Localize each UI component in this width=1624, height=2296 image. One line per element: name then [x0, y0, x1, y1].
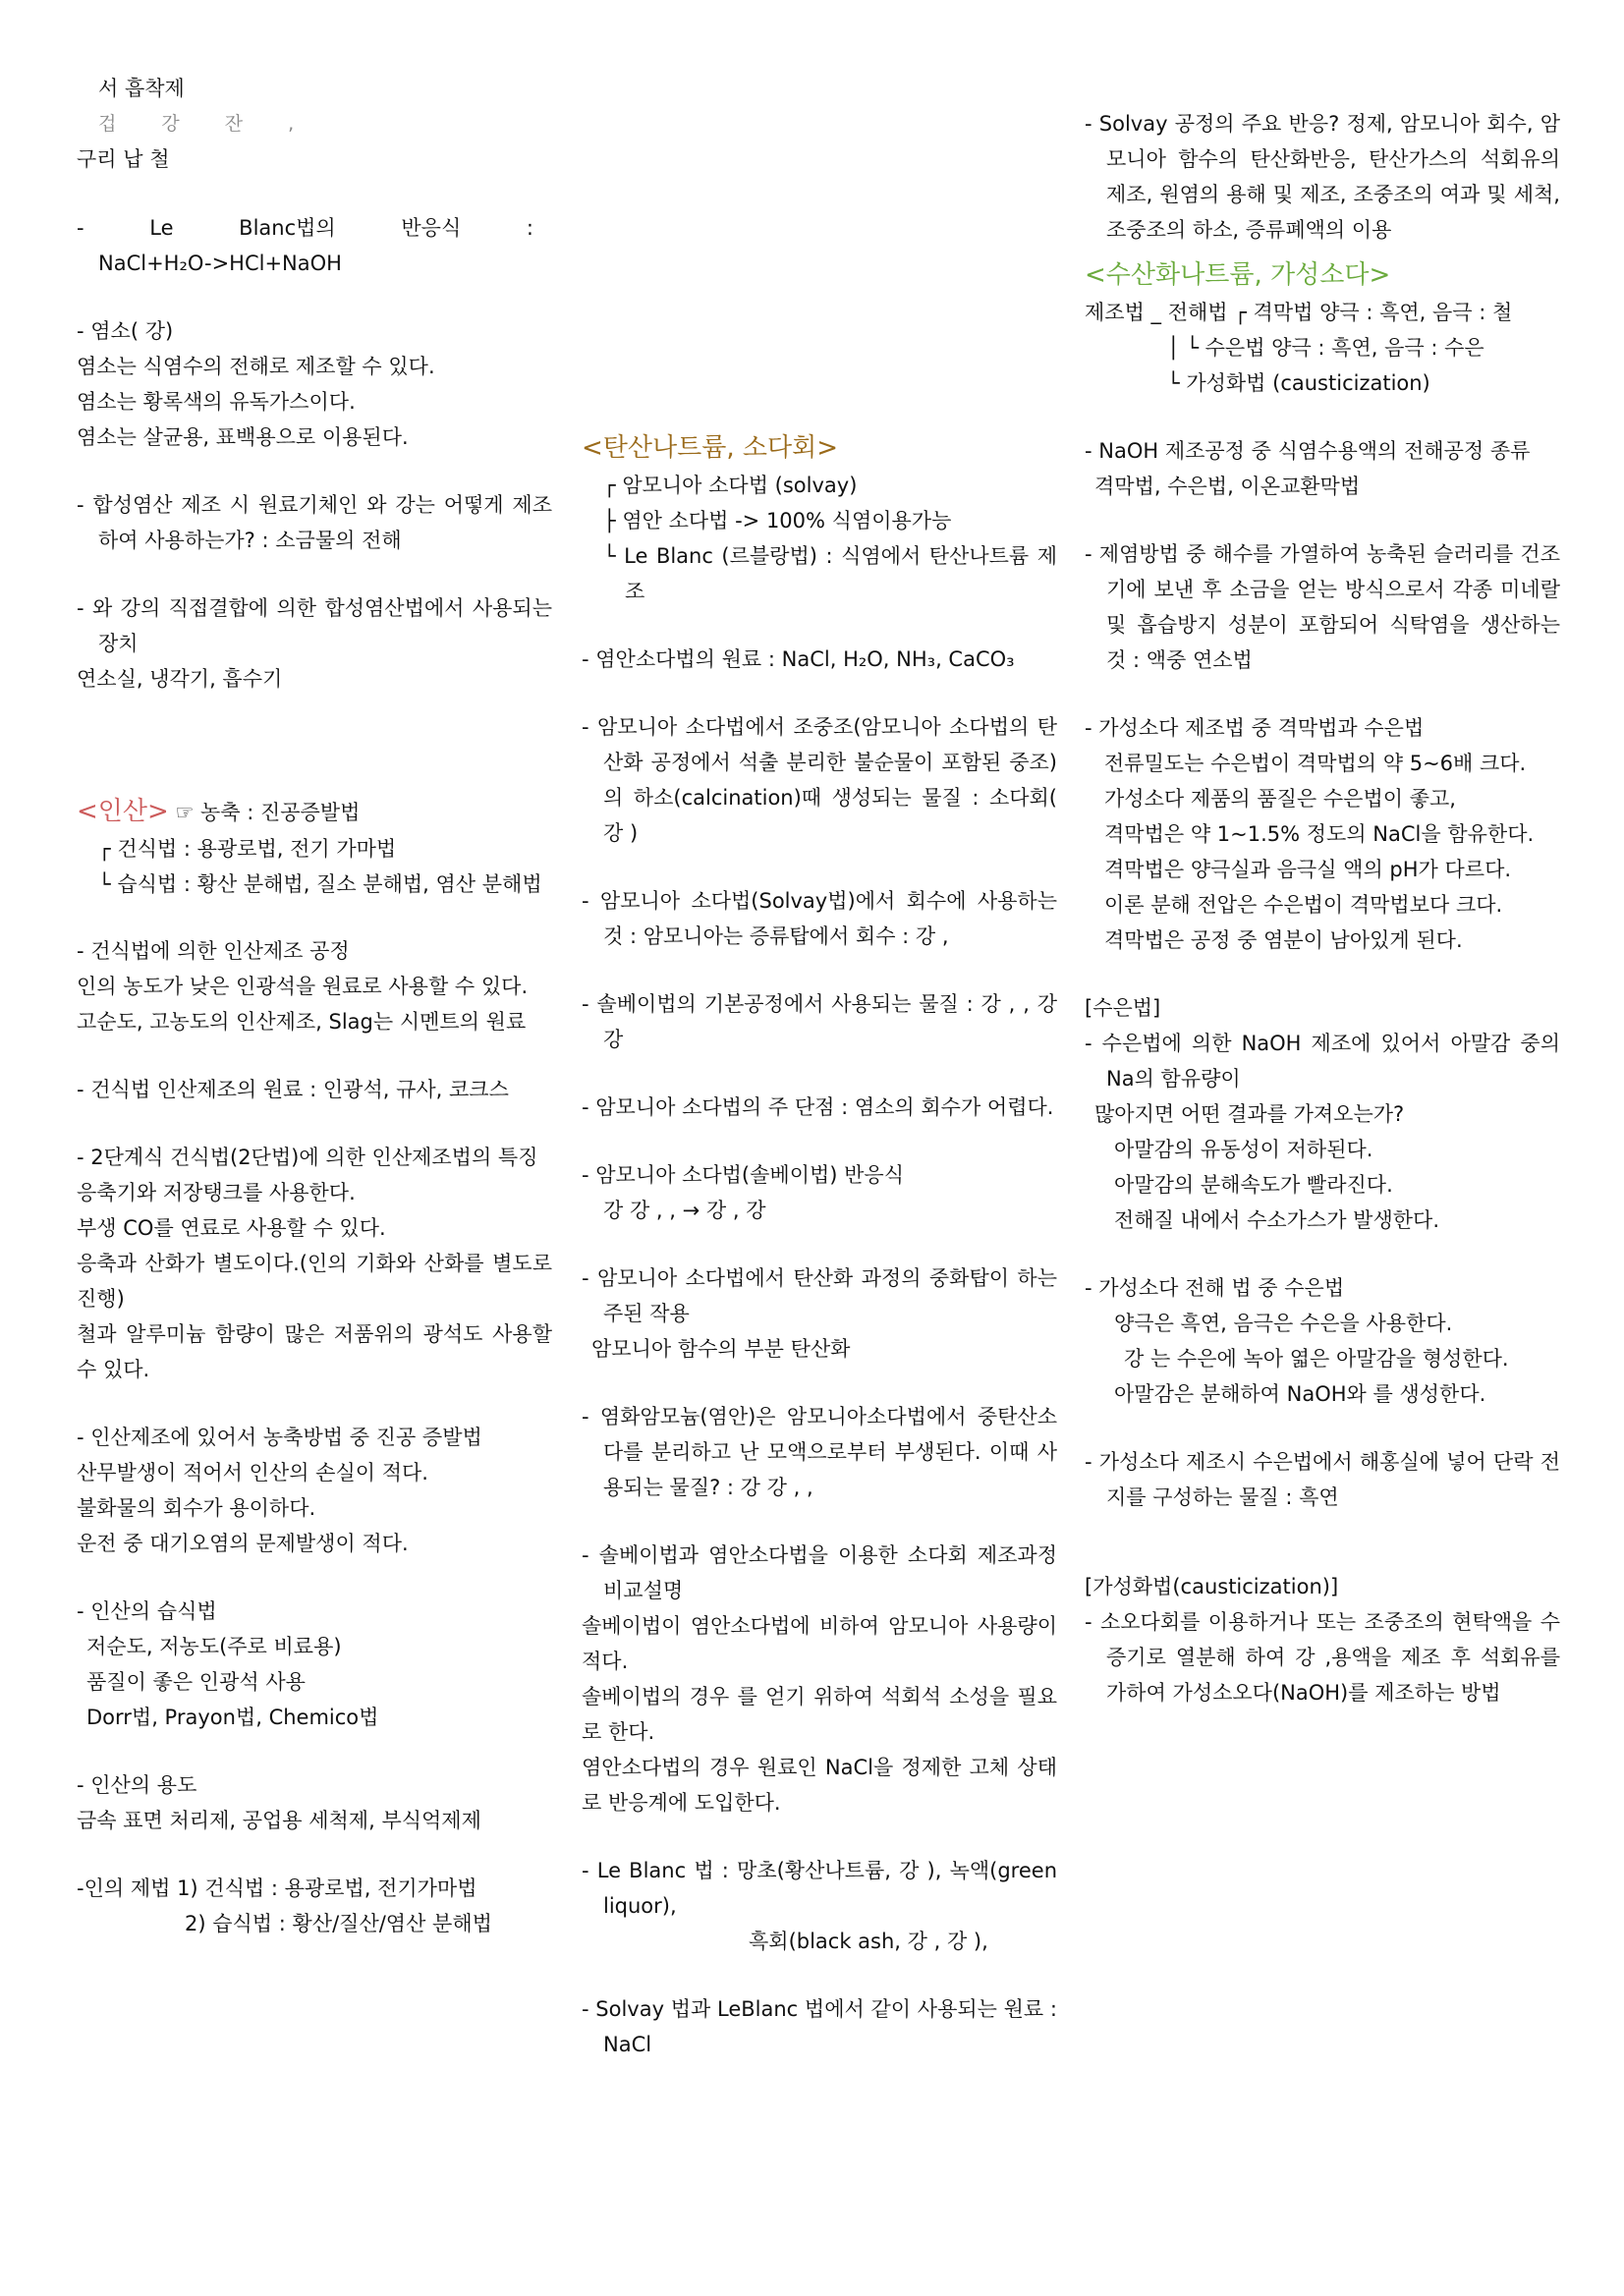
text-line: 솔베이법의 경우 를 얻기 위하여 석회석 소성을 필요로 한다. [582, 1685, 1057, 1744]
text-line: 철과 알루미늄 함량이 많은 저품위의 광석도 사용할 수 있다. [77, 1322, 552, 1381]
text-line: 아말감은 분해하여 NaOH와 를 생성한다. [1114, 1382, 1486, 1406]
text-line: 아말감의 분해속도가 빨라진다. [1114, 1173, 1393, 1197]
text-line: 전해질 내에서 수소가스가 발생한다. [1114, 1208, 1439, 1232]
comparison-block [582, 1538, 1057, 1820]
subsection-title: [가성화법(causticization)] [1085, 1575, 1339, 1598]
text-line: 솔베이법이 염안소다법에 비하여 암모니아 사용량이 적다. [582, 1614, 1057, 1673]
text-line: 양극은 흑연, 음극은 수은을 사용한다. [1114, 1312, 1453, 1335]
text-line: - 암모니아 소다법에서 탄산화 과정의 중화탑이 하는 주된 작용 [582, 1266, 1057, 1325]
heading-tail: ☞ 농축 : 진공증발법 [168, 801, 361, 824]
text-line: - 합성염산 제조 시 원료기체인 와 강는 어떻게 제조하여 사용하는가? : 소금물의 전해 [77, 493, 552, 552]
text-line: - 제염방법 중 해수를 가열하여 농축된 슬러리를 건조기에 보낸 후 소금을 얻는 방식으로서 각종 미네랄 및 흡습방지 성분이 포함되어 식탁염을 생산하는 것 : 액중 연소법 [1085, 542, 1560, 672]
text-line: 염소는 식염수의 전해로 제조할 수 있다. [77, 355, 435, 378]
short-circuit-block [1085, 1444, 1560, 1515]
intro-line: 구리 납 철 [77, 147, 170, 171]
text-line: 불화물의 회수가 용이하다. [77, 1496, 316, 1520]
text-line: 응축기와 저장탱크를 사용한다. [77, 1181, 356, 1204]
text-line: NaCl+H₂O->HCl+NaOH [98, 252, 342, 275]
text-line: 아말감의 유동성이 저하된다. [1114, 1138, 1373, 1161]
text-line: 격막법은 양극실과 음극실 액의 pH가 다르다. [1104, 858, 1512, 881]
phosphorus-method-block [77, 1871, 552, 1941]
text-line: - 수은법에 의한 NaOH 제조에 있어서 아말감 중의 Na의 함유량이 [1085, 1032, 1560, 1091]
text-line: 2) 습식법 : 황산/질산/염산 분해법 [185, 1912, 492, 1935]
solvay-materials-block [582, 986, 1057, 1057]
vacuum-evap-block [77, 1420, 552, 1561]
section-heading-line [77, 792, 552, 831]
electrolysis-types-block [1085, 433, 1560, 504]
text-line: 염소는 살균용, 표백용으로 이용된다. [77, 425, 409, 449]
text-line: - 와 강의 직접결합에 의한 합성염산법에서 사용되는 장치 [77, 596, 552, 655]
text-line: - 소오다회를 이용하거나 또는 조중조의 현탁액을 수증기로 열분해 하여 강 ,용액을 제조 후 석회유를 가하여 가성소오다(NaOH)를 제조하는 방법 [1085, 1610, 1560, 1705]
text-line: - 인산제조에 있어서 농축방법 중 진공 증발법 [77, 1426, 482, 1449]
intro-line: 서 흡착제 [98, 77, 185, 100]
text-line: - 인산의 용도 [77, 1773, 197, 1797]
dry-raw-block [77, 1072, 552, 1107]
solvay-recovery-block [582, 883, 1057, 954]
text-line: - Le Blanc법의 반응식 : [77, 216, 533, 240]
text-line: 격막법은 약 1~1.5% 정도의 NaCl을 함유한다. [1104, 822, 1535, 846]
text-line: 응축과 산화가 별도이다.(인의 기화와 산화를 별도로 진행) [77, 1252, 552, 1311]
text-line: - 염소( 강) [77, 319, 174, 343]
text-line: - 가성소다 제조법 중 격막법과 수은법 [1085, 716, 1425, 740]
text-line: 염소는 황록색의 유독가스이다. [77, 390, 356, 414]
text-line: Dorr법, Prayon법, Chemico법 [86, 1706, 379, 1729]
column-2 [582, 420, 1057, 2095]
ammonium-chloride-block [582, 1399, 1057, 1505]
text-line: - 인산의 습식법 [77, 1599, 217, 1623]
text-line: 산무발생이 적어서 인산의 손실이 적다. [77, 1461, 428, 1484]
common-raw-block [582, 1991, 1057, 2062]
hcl-apparatus-block [77, 590, 552, 697]
mercury-process-block [1085, 990, 1560, 1238]
text-line: └ 가성화법 (causticization) [1167, 371, 1430, 395]
text-line: 부생 CO를 연료로 사용할 수 있다. [77, 1216, 386, 1240]
text-line: 연소실, 냉각기, 흡수기 [77, 667, 283, 691]
text-line: 염안소다법의 경우 원료인 NaCl을 정제한 고체 상태로 반응계에 도입한다. [582, 1756, 1057, 1815]
text-line: 이론 분해 전압은 수은법이 격막법보다 크다. [1104, 893, 1503, 917]
text-line: - Solvay 법과 LeBlanc 법에서 같이 사용되는 원료 : NaCl [582, 1997, 1057, 2056]
text-line: - 염안소다법의 원료 : NaCl, H₂O, NH₃, CaCO₃ [582, 647, 1015, 671]
text-line: ├ 염안 소다법 -> 100% 식염이용가능 [603, 509, 952, 532]
text-line: - 염화암모늄(염안)은 암모니아소다법에서 중탄산소다를 분리하고 난 모액으로부터 부생된다. 이때 사용되는 물질? : 강 강 , , [582, 1405, 1057, 1499]
text-line: 암모니아 함수의 부분 탄산화 [591, 1337, 851, 1361]
section-heading: <인산> [77, 797, 169, 826]
text-line: - 암모니아 소다법(Solvay법)에서 회수에 사용하는 것 : 암모니아는 증류탑에서 회수 : 강 , [582, 889, 1057, 948]
text-line: - 가성소다 제조시 수은법에서 해홍실에 넣어 단락 전지를 구성하는 물질 : 흑연 [1085, 1450, 1560, 1509]
text-line: - 건식법 인산제조의 원료 : 인광석, 규사, 코크스 [77, 1078, 509, 1101]
column-1 [77, 71, 552, 1974]
text-line: 운전 중 대기오염의 문제발생이 적다. [77, 1532, 409, 1555]
intro-block [77, 71, 552, 177]
causticization-block [1085, 1569, 1560, 1710]
column-3 [1085, 106, 1560, 1743]
text-line: - 암모니아 소다법(솔베이법) 반응식 [582, 1163, 904, 1187]
text-line: 많아지면 어떤 결과를 가져오는가? [1094, 1102, 1405, 1126]
text-line: └ 습식법 : 황산 분해법, 질소 분해법, 염산 분해법 [98, 872, 542, 896]
solvay-main-reaction-block [1085, 106, 1560, 248]
chlorine-block [77, 313, 552, 455]
text-line: -인의 제법 1) 건식법 : 용광로법, 전기가마법 [77, 1876, 477, 1900]
text-line: 인의 농도가 낮은 인광석을 원료로 사용할 수 있다. [77, 975, 529, 998]
dry-process-block [77, 933, 552, 1039]
text-line: 격막법, 수은법, 이온교환막법 [1094, 475, 1361, 498]
text-line: ┌ 암모니아 소다법 (solvay) [603, 474, 858, 497]
text-line: 격막법은 공정 중 염분이 남아있게 된다. [1104, 928, 1463, 952]
text-line: - NaOH 제조공정 중 식염수용액의 전해공정 종류 [1085, 439, 1531, 463]
intro-line: 겁 강 잔 , [98, 113, 314, 135]
solvay-reaction-block [582, 1157, 1057, 1228]
section-heading: <수산화나트륨, 가성소다> [1085, 260, 1391, 290]
text-line: - 가성소다 전해 법 중 수은법 [1085, 1276, 1345, 1300]
carbonation-block [582, 1260, 1057, 1367]
text-line: 강 는 수은에 녹아 엷은 아말감을 형성한다. [1124, 1347, 1509, 1371]
text-line: - 암모니아 소다법의 주 단점 : 염소의 회수가 어렵다. [582, 1095, 1054, 1119]
text-line: - Le Blanc 법 : 망초(황산나트륨, 강 ), 녹액(green liquor), [582, 1859, 1057, 1918]
text-line: - 2단계식 건식법(2단법)에 의한 인산제조법의 특징 [77, 1146, 538, 1169]
hcl-raw-gas-block [77, 487, 552, 558]
text-line: 가성소다 제품의 품질은 수은법이 좋고, [1104, 787, 1456, 811]
section-heading: <탄산나트륨, 소다회> [582, 433, 839, 463]
subsection-title: [수은법] [1085, 996, 1161, 1020]
mercury-electrolysis-block [1085, 1270, 1560, 1412]
text-line: 금속 표면 처리제, 공업용 세척제, 부식억제제 [77, 1809, 481, 1832]
text-line: - 암모니아 소다법에서 조중조(암모니아 소다법의 탄산화 공정에서 석출 분리한 불순물이 포함된 중조)의 하소(calcination)때 생성되는 물질 : 소다회( 강 ) [582, 715, 1057, 845]
text-line: └ Le Blanc (르블랑법) : 식염에서 탄산나트륨 제조 [603, 544, 1057, 603]
text-line: 제조법 _ 전해법 ┌ 격막법 양극 : 흑연, 음극 : 철 [1085, 301, 1513, 324]
leblanc-reaction-block [77, 210, 552, 281]
text-line: 고순도, 고농도의 인산제조, Slag는 시멘트의 원료 [77, 1010, 527, 1034]
text-line: - 솔베이법과 염안소다법을 이용한 소다회 제조과정 비교설명 [582, 1543, 1057, 1602]
salt-production-block [1085, 536, 1560, 678]
phosphoric-acid-section [77, 792, 552, 902]
two-stage-block [77, 1140, 552, 1387]
wet-process-block [77, 1594, 552, 1735]
calcination-block [582, 709, 1057, 851]
diaphragm-vs-mercury-block [1085, 710, 1560, 958]
text-line: 저순도, 저농도(주로 비료용) [86, 1635, 342, 1658]
text-line: │ └ 수은법 양극 : 흑연, 음극 : 수은 [1167, 336, 1484, 360]
leblanc-block [582, 1853, 1057, 1959]
soda-ash-section [582, 428, 1057, 609]
uses-block [77, 1767, 552, 1838]
text-line: ┌ 건식법 : 용광로법, 전기 가마법 [98, 837, 397, 861]
text-line: - 솔베이법의 기본공정에서 사용되는 물질 : 강 , , 강 강 [582, 992, 1057, 1051]
text-line: 강 강 , , → 강 , 강 [603, 1199, 766, 1222]
text-line: 전류밀도는 수은법이 격막법의 약 5~6배 크다. [1104, 752, 1527, 775]
text-line: - 건식법에 의한 인산제조 공정 [77, 939, 350, 963]
caustic-soda-section [1085, 255, 1560, 401]
text-line: - Solvay 공정의 주요 반응? 정제, 암모니아 회수, 암모니아 함수의 탄산화반응, 탄산가스의 석회유의 제조, 원염의 용해 및 제조, 조중조의 여과 및 세척, 조중조의 하소, 증류폐액의 이용 [1085, 112, 1560, 242]
ammonium-chloride-raw-block [582, 642, 1057, 677]
text-line: 품질이 좋은 인광석 사용 [86, 1670, 306, 1694]
text-line: 흑회(black ash, 강 , 강 ), [749, 1930, 988, 1953]
solvay-drawback-block [582, 1090, 1057, 1125]
